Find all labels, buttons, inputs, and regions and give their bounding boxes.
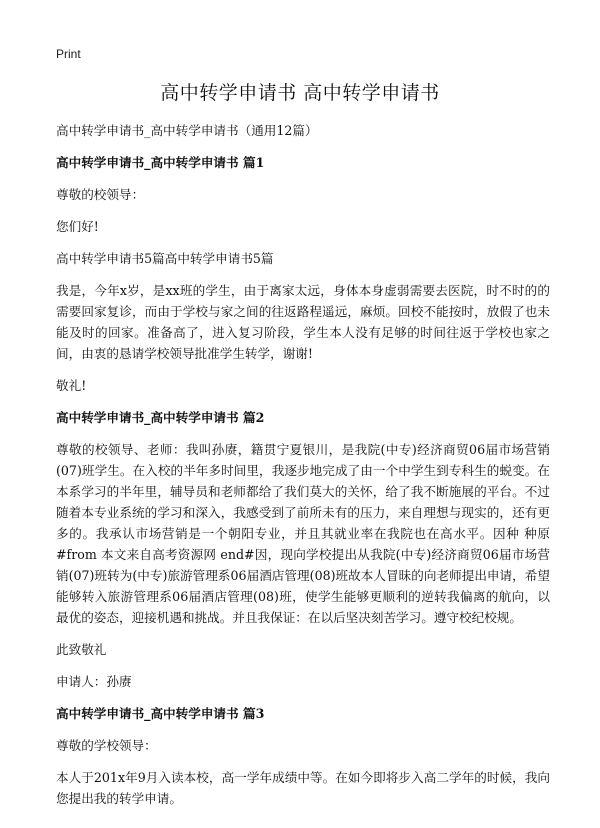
document-subtitle: 高中转学申请书_高中转学申请书（通用12篇） xyxy=(56,123,318,138)
paragraph: 尊敬的校领导、老师：我叫孙赓，籍贯宁夏银川，是我院(中专)经济商贸06届市场营销(07)班学生。在入校的半年多时间里，我逐步地完成了由一个中学生到专科生的蜕变。在本系学习的半年里，辅导员和老师都给了我们莫大的关怀，给了我不断施展的平台。不过随着本专业系统的学习和深入，我感受到了前所未有的压力，来自理想与现实的，还有更多的。我承认市场营销是一个朝阳专业，并且其就业率在我院也在高水平。因种 种原#from 本文来自高考资源网 end#因，现向学校提出从我院(中专)经济商贸06届市场营销(07)班转为(中专)旅游管理系06届酒店管理(08)班故本人冒昧的向老师提出申请，希望能够转入旅游管理系06届酒店管理(08)班，使学生能够更顺利的逆转我偏离的航向，以最优的姿态，迎接机遇和挑战。并且我保证：在以后坚决刻苦学习。遵守校纪校规。 xyxy=(56,442,550,625)
closing: 此致敬礼 xyxy=(56,642,107,657)
section-heading-3: 高中转学申请书_高中转学申请书 篇3 xyxy=(56,706,265,721)
signature: 申请人：孙赓 xyxy=(56,674,132,689)
document-body xyxy=(56,120,550,820)
paragraph: 我是，今年x岁，是xx班的学生，由于离家太远，身体本身虚弱需要去医院，时不时的的需要回家复诊，而由于学校与家之间的往返路程遥远，麻烦。回校不能按时，放假了也未能及时的回家。准备高了，进入复习阶段，学生本人没有足够的时间往返于学校也家之间，由衷的恳请学校领导批准学生转学，谢谢! xyxy=(56,283,550,361)
paragraph: 高中转学申请书5篇高中转学申请书5篇 xyxy=(56,251,274,266)
greeting: 您们好! xyxy=(56,219,99,234)
page-title: 高中转学申请书 高中转学申请书 xyxy=(160,82,440,104)
section-heading-1: 高中转学申请书_高中转学申请书 篇1 xyxy=(56,155,265,170)
salutation: 尊敬的学校领导： xyxy=(56,738,157,753)
closing: 敬礼! xyxy=(56,378,87,393)
print-link[interactable]: Print xyxy=(56,47,81,61)
salutation: 尊敬的校领导： xyxy=(56,187,145,202)
section-heading-2: 高中转学申请书_高中转学申请书 篇2 xyxy=(56,410,265,425)
paragraph: 本人于201x年9月入读本校，高一学年成绩中等。在如今即将步入高二学年的时候，我向您提出我的转学申请。 xyxy=(56,770,550,806)
